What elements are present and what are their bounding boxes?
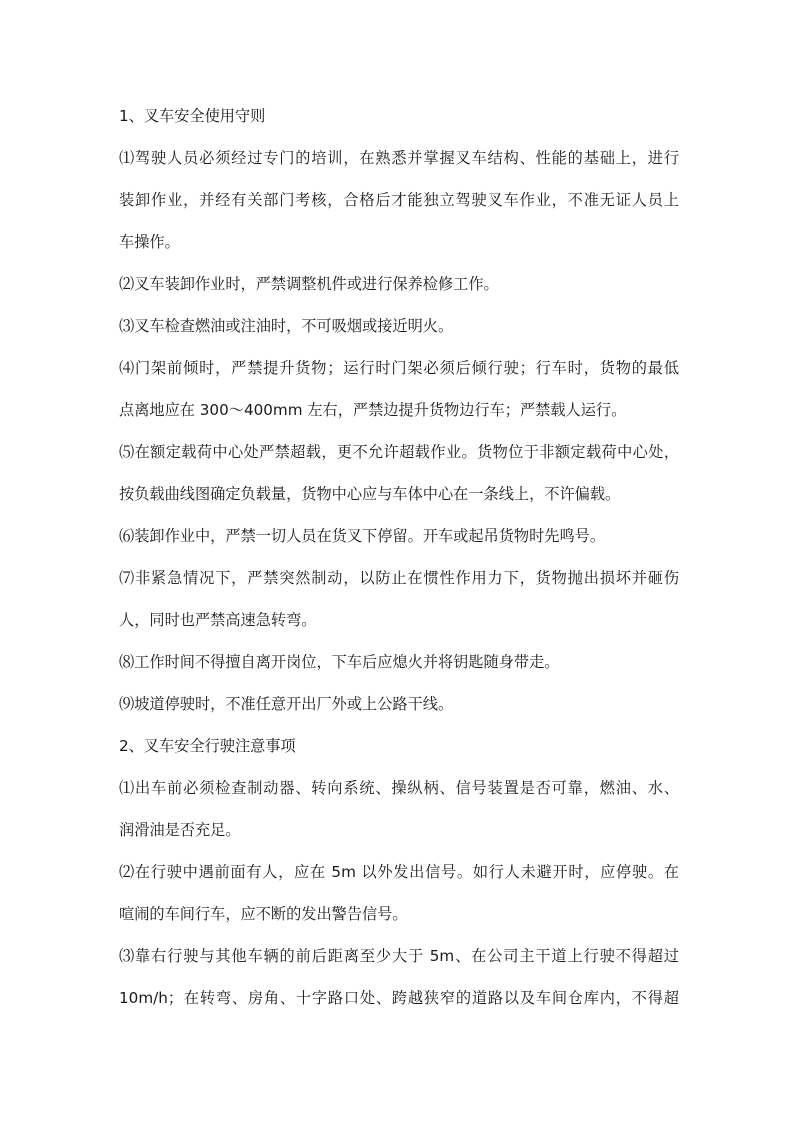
paragraph-line: ⑵在行驶中遇前面有人，应在 5m 以外发出信号。如行人未避开时，应停驶。在 (119, 863, 679, 881)
paragraph-line: ⑺非紧急情况下，严禁突然制动，以防止在惯性作用力下，货物抛出损坏并砸伤 (119, 569, 679, 587)
section-heading-1: 1、叉车安全使用守则 (119, 107, 266, 125)
paragraph-line: 10m/h；在转弯、房角、十字路口处、跨越狭窄的道路以及车间仓库内，不得超 (119, 989, 679, 1007)
paragraph-line: 人，同时也严禁高速急转弯。 (119, 611, 317, 629)
paragraph-line: 按负载曲线图确定负载量，货物中心应与车体中心在一条线上，不许偏载。 (119, 485, 621, 503)
paragraph-line: 喧闹的车间行车，应不断的发出警告信号。 (119, 905, 408, 923)
paragraph-line: ⑶靠右行驶与其他车辆的前后距离至少大于 5m、在公司主干道上行驶不得超过 (119, 947, 679, 965)
paragraph-line: ⑸在额定载荷中心处严禁超载，更不允许超载作业。货物位于非额定载荷中心处， (119, 443, 679, 461)
paragraph-line: ⑷门架前倾时，严禁提升货物；运行时门架必须后倾行驶；行车时，货物的最低 (119, 359, 679, 377)
paragraph-line: ⑹装卸作业中，严禁一切人员在货叉下停留。开车或起吊货物时先鸣号。 (119, 527, 605, 545)
paragraph-line: ⑶叉车检查燃油或注油时，不可吸烟或接近明火。 (119, 317, 454, 335)
paragraph-line: ⑼坡道停驶时，不准任意开出厂外或上公路干线。 (119, 695, 454, 713)
section-heading-2: 2、叉车安全行驶注意事项 (119, 737, 296, 755)
paragraph-line: ⑴驾驶人员必须经过专门的培训，在熟悉并掌握叉车结构、性能的基础上，进行 (119, 149, 679, 167)
paragraph-line: 点离地应在 300～400mm 左右，严禁边提升货物边行车；严禁载人运行。 (119, 401, 627, 419)
paragraph-line: 装卸作业，并经有关部门考核，合格后才能独立驾驶叉车作业，不准无证人员上 (119, 191, 679, 209)
paragraph-line: 润滑油是否充足。 (119, 821, 241, 839)
paragraph-line: ⑵叉车装卸作业时，严禁调整机件或进行保养检修工作。 (119, 275, 499, 293)
paragraph-line: 车操作。 (119, 233, 180, 251)
paragraph-line: ⑴出车前必须检查制动器、转向系统、操纵柄、信号装置是否可靠，燃油、水、 (119, 779, 679, 797)
paragraph-line: ⑻工作时间不得擅自离开岗位，下车后应熄火并将钥匙随身带走。 (119, 653, 560, 671)
